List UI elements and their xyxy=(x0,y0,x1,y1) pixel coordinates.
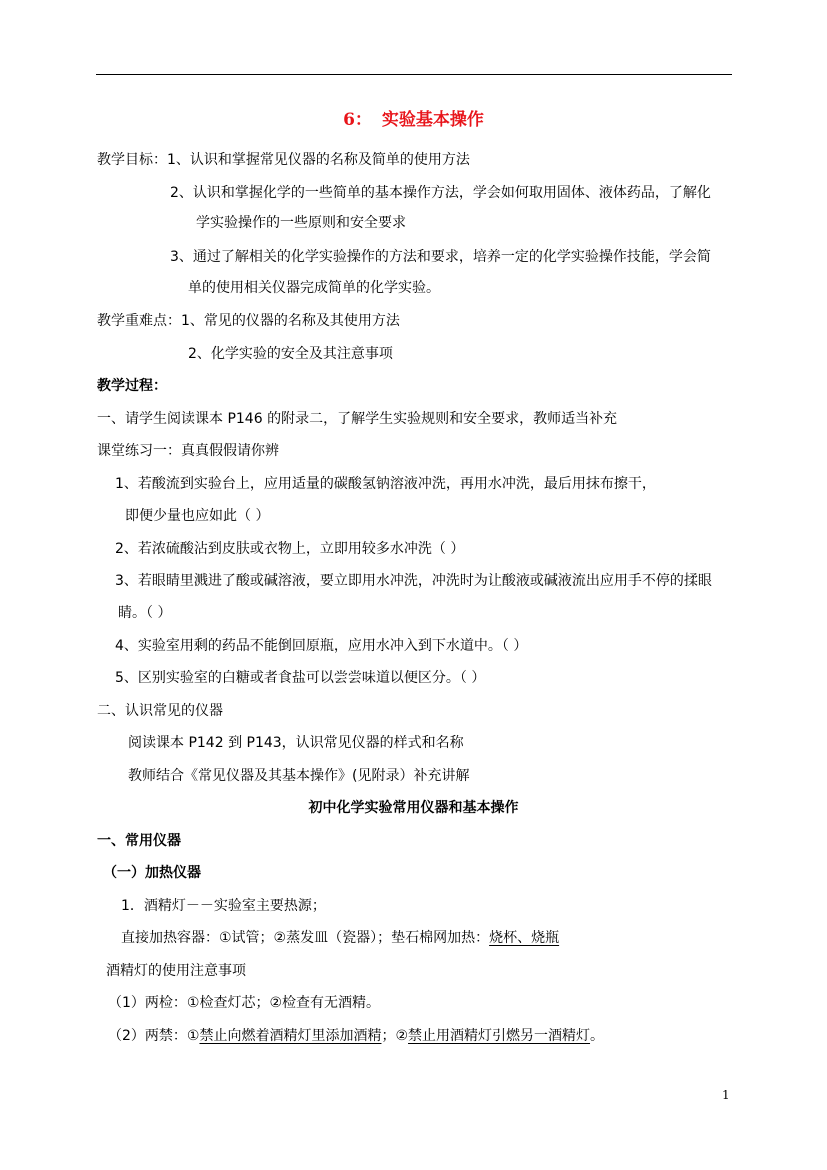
item-heating-containers xyxy=(121,928,559,948)
header-rule xyxy=(96,74,732,75)
lamp-notes-heading: 酒精灯的使用注意事项 xyxy=(106,963,246,979)
section-2a: 阅读课本 P142 到 P143，认识常见仪器的样式和名称 xyxy=(128,735,464,751)
key-line-2: 2、化学实验的安全及其注意事项 xyxy=(188,346,393,362)
question-4: 4、实验室用剩的药品不能倒回原瓶，应用水冲入到下水道中。（ ） xyxy=(115,638,528,654)
prohibit-prefix: （2）两禁：① xyxy=(108,1028,200,1044)
appendix-title: 初中化学实验常用仪器和基本操作 xyxy=(308,800,519,816)
appendix-heading-2: （一）加热仪器 xyxy=(103,865,201,881)
goal-line-5: 单的使用相关仪器完成简单的化学实验。 xyxy=(188,280,440,296)
prohibit-2: 禁止用酒精灯引燃另一酒精灯 xyxy=(408,1028,591,1044)
containers-text: 直接加热容器：①试管；②蒸发皿（瓷器）；垫石棉网加热： xyxy=(121,930,490,946)
prohibit-1: 禁止向燃着酒精灯里添加酒精 xyxy=(199,1028,382,1044)
prohibit-end: 。 xyxy=(590,1028,605,1044)
page-number: 1 xyxy=(722,1088,730,1102)
section-1: 一、请学生阅读课本 P146 的附录二，了解学生实验规则和安全要求，教师适当补充 xyxy=(97,411,618,427)
title-number: 6： xyxy=(343,110,372,130)
title-text: 实验基本操作 xyxy=(381,110,484,130)
question-1a: 1、若酸流到实验台上，应用适量的碳酸氢钠溶液冲洗，再用水冲洗，最后用抹布擦干， xyxy=(115,476,656,492)
goal-line-1: 教学目标：1、认识和掌握常见仪器的名称及简单的使用方法 xyxy=(97,152,470,168)
goal-line-2: 2、认识和掌握化学的一些简单的基本操作方法，学会如何取用固体、液体药品，了解化 xyxy=(170,185,711,201)
goal-line-3: 学实验操作的一些原则和安全要求 xyxy=(196,215,406,231)
page-title xyxy=(0,110,827,130)
containers-underlined: 烧杯、烧瓶 xyxy=(489,930,560,946)
section-2: 二、认识常见的仪器 xyxy=(97,703,223,719)
lamp-prohibitions xyxy=(108,1026,604,1046)
question-5: 5、区别实验室的白糖或者食盐可以尝尝味道以便区分。（ ） xyxy=(115,670,486,686)
section-2b: 教师结合《常见仪器及其基本操作》(见附录）补充讲解 xyxy=(128,768,470,784)
exercise-title: 课堂练习一：真真假假请你辨 xyxy=(97,443,279,459)
lamp-check: （1）两检：①检查灯芯；②检查有无酒精。 xyxy=(108,995,381,1011)
question-3b: 睛。（ ） xyxy=(118,605,172,621)
prohibit-mid: ；② xyxy=(381,1028,409,1044)
goal-line-4: 3、通过了解相关的化学实验操作的方法和要求，培养一定的化学实验操作技能，学会简 xyxy=(170,249,711,265)
appendix-heading-1: 一、常用仪器 xyxy=(97,833,181,849)
question-2: 2、若浓硫酸沾到皮肤或衣物上，立即用较多水冲洗（ ） xyxy=(115,541,465,557)
process-heading: 教学过程： xyxy=(97,378,167,394)
question-1b: 即便少量也应如此（ ） xyxy=(125,508,270,524)
question-3a: 3、若眼睛里溅进了酸或碱溶液，要立即用水冲洗，冲洗时为让酸液或碱液流出应用手不停的揉眼 xyxy=(115,573,712,589)
item-alcohol-lamp: 1．酒精灯－－实验室主要热源； xyxy=(121,898,326,914)
key-line-1: 教学重难点：1、常见的仪器的名称及其使用方法 xyxy=(97,313,400,329)
